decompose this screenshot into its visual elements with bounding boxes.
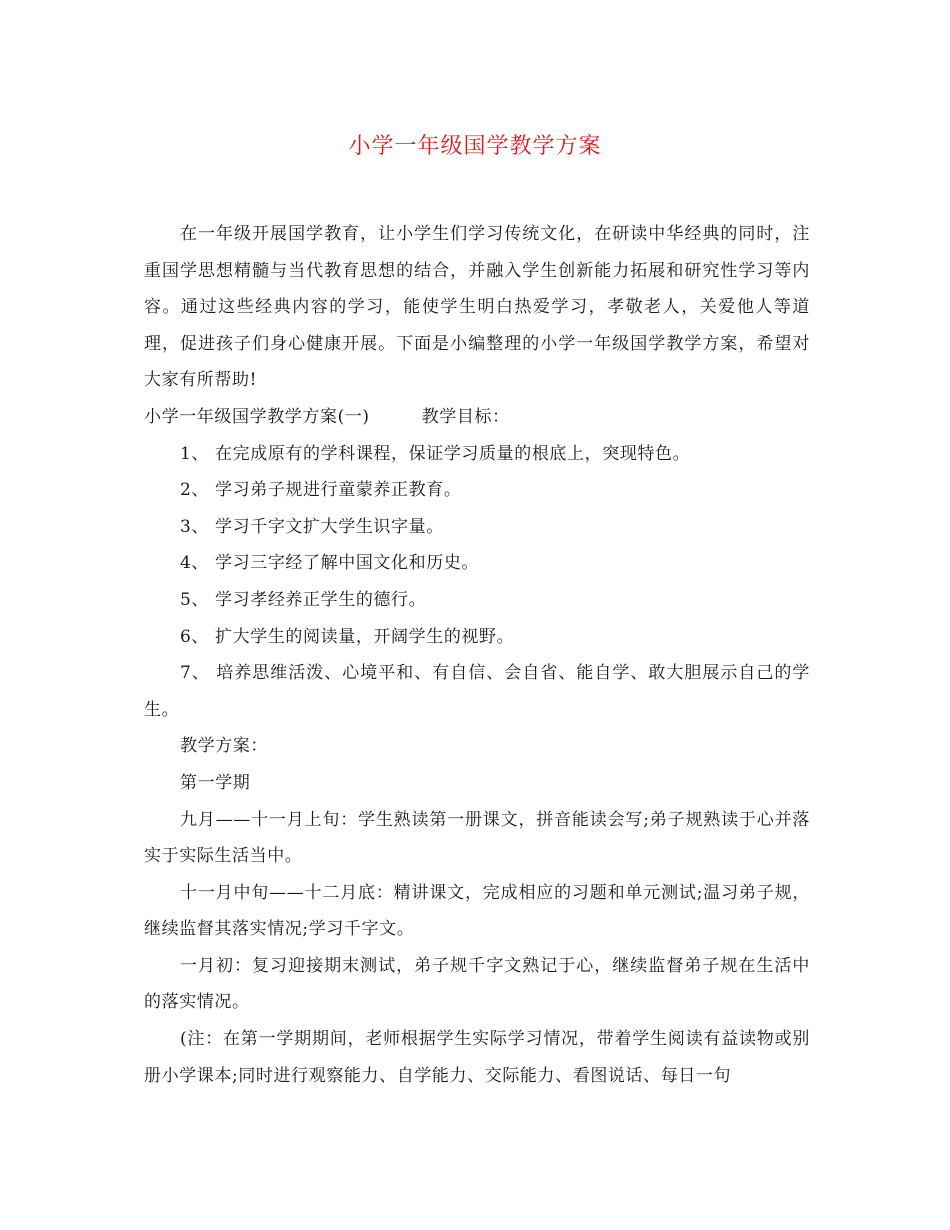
document-body <box>144 216 810 1094</box>
goal-item: 1、 在完成原有的学科课程，保证学习质量的根底上，突现特色。 <box>180 443 691 464</box>
section-heading-line <box>144 399 810 436</box>
term-label: 第一学期 <box>180 772 251 793</box>
intro-paragraph: 在一年级开展国学教育，让小学生们学习传统文化，在研读中华经典的同时，注重国学思想精髓与当代教育思想的结合，并融入学生创新能力拓展和研究性学习等内容。通过这些经典内容的学习，能使学生明白热爱学习，孝敬老人，关爱他人等道理，促进孩子们身心健康开展。下面是小编整理的小学一年级国学教学方案，希望对大家有所帮助! <box>144 224 810 391</box>
goal-item: 3、 学习千字文扩大学生识字量。 <box>180 516 444 537</box>
note-paragraph: (注：在第一学期期间，老师根据学生实际学习情况，带着学生阅读有益读物或别册小学课本;同时进行观察能力、自学能力、交际能力、看图说话、每日一句 <box>144 1029 810 1086</box>
plan-label: 教学方案： <box>180 736 268 757</box>
goals-label: 教学目标： <box>421 406 510 427</box>
goal-item: 5、 学习孝经养正学生的德行。 <box>180 589 427 610</box>
goal-item: 6、 扩大学生的阅读量，开阔学生的视野。 <box>180 626 515 647</box>
goal-item: 7、 培养思维活泼、心境平和、有自信、会自省、能自学、敢大胆展示自己的学生。 <box>144 663 810 720</box>
goal-item: 2、 学习弟子规进行童蒙养正教育。 <box>180 480 462 501</box>
schedule-item: 九月——十一月上旬：学生熟读第一册课文，拼音能读会写;弟子规熟读于心并落实于实际生活当中。 <box>144 809 810 867</box>
goal-item: 4、 学习三字经了解中国文化和历史。 <box>180 553 480 574</box>
schedule-item: 一月初：复习迎接期末测试，弟子规千字文熟记于心，继续监督弟子规在生活中的落实情况。 <box>144 955 810 1013</box>
schedule-item: 十一月中旬——十二月底：精讲课文，完成相应的习题和单元测试;温习弟子规，继续监督其落实情况;学习千字文。 <box>144 882 810 940</box>
section-title: 小学一年级国学教学方案(一) <box>144 406 370 427</box>
document-title: 小学一年级国学教学方案 <box>348 134 602 159</box>
